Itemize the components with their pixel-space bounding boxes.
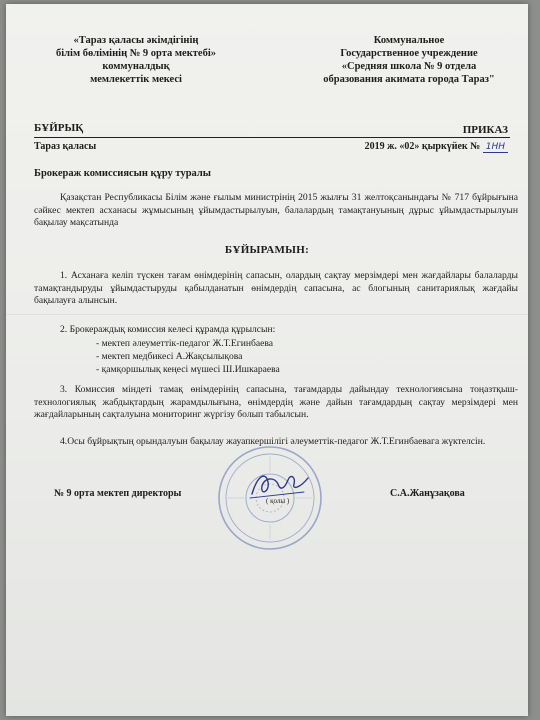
header-left-line: коммуналдық xyxy=(102,61,170,72)
doc-title-kz: БҰЙРЫҚ xyxy=(34,122,84,134)
header-right-line: образования акимата города Тараз" xyxy=(323,74,495,85)
header-left-line: білім бөлімінің № 9 орта мектебі» xyxy=(55,48,217,59)
subject-line: Брокераж комиссиясын құру туралы xyxy=(34,168,211,179)
signer-position: № 9 орта мектеп директоры xyxy=(54,488,182,499)
title-rule xyxy=(34,137,510,138)
header-right xyxy=(304,34,514,86)
paper-fold xyxy=(6,314,528,315)
header-left-line: мемлекеттік мекесі xyxy=(90,74,182,85)
item-2: 2. Брокераждық комиссия келесі құрамда құрылсын: xyxy=(60,324,276,335)
header-right-line: Государственное учреждение xyxy=(340,48,478,59)
document-page xyxy=(6,4,528,716)
member-item: - мектеп әлеуметтік-педагог Ж.Т.Егинбаева xyxy=(96,338,274,349)
item-4: 4.Осы бұйрықтың орындалуын бақылау жауапкершілігі әлеуметтік-педагог Ж.Т.Егинбаевага жүктелсін. xyxy=(60,436,486,447)
signer-name: С.А.Жанұзақова xyxy=(390,488,465,499)
header-left-line: «Тараз қаласы әкімдігінің xyxy=(73,35,199,46)
member-item: - мектеп медбикесі А.Жақсылықова xyxy=(96,351,243,362)
header-left xyxy=(36,34,236,86)
header-right-line: «Средняя школа № 9 отдела xyxy=(341,61,477,72)
city-label: Тараз қаласы xyxy=(34,141,97,152)
member-item: - қамқоршылық кеңесі мүшесі Ш.Ишкараева xyxy=(96,364,280,375)
header-right-line: Коммунальное xyxy=(373,35,445,46)
item-3: 3. Комиссия міндеті тамақ өнімдерінің сапасына, тағамдарды дайындау технологиясына тоңазтқыш-технологиялық жабдықтардың жарамдылығына, өнімдердің және дайын тағамдардың сақтау мерзімдері мен жағдайларының сақталуына мониторинг жүргізу болып табылсын. xyxy=(34,384,518,420)
date-line xyxy=(365,141,508,152)
doc-title-ru: ПРИКАЗ xyxy=(462,124,508,136)
date-text: 2019 ж. «02» қыркүйек № xyxy=(364,141,481,152)
doc-number: 1НН xyxy=(483,142,508,153)
signature-caption: ( қолы ) xyxy=(266,497,290,505)
item-1: 1. Асханаға келіп түскен тағам өнімдерінің сапасын, олардың сақтау мерзімдері мен жағдайлары балаларды тамақтандыруды ұйымдастыруды қабылданатын өнімдердің сапасына, ас блогының санитариялық жағдайы бақылауға алынсын. xyxy=(34,270,518,306)
intro-paragraph: Қазақстан Республикасы Білім және ғылым министрінің 2015 жылғы 31 желтоқсанындағы № 717 бұйрығына сәйкес мектеп асханасы жұмысының ұйымдастырылуын, балалардың тамақтануының дұрыс ұйымдастырылуын бақылау мақсатында xyxy=(34,192,518,228)
order-heading: БҰЙЫРАМЫН: xyxy=(224,244,310,256)
